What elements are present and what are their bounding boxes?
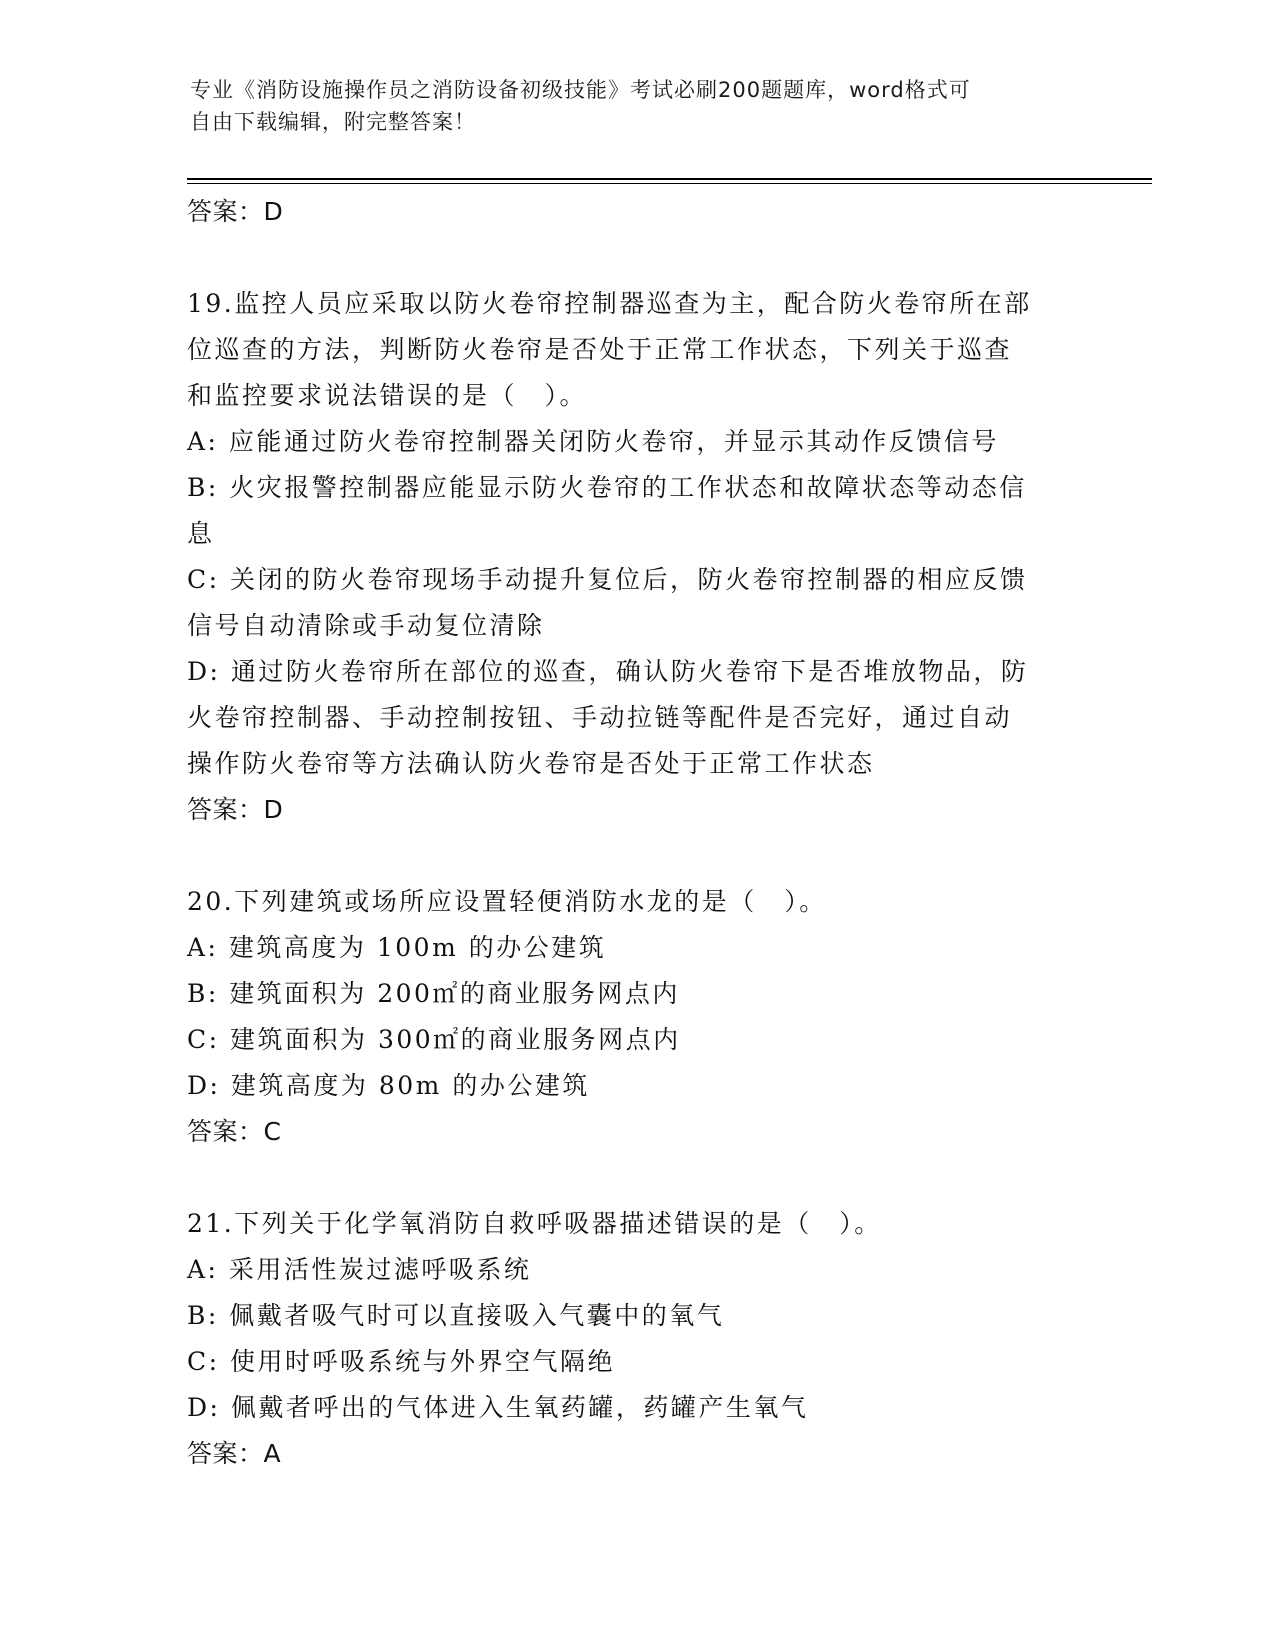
option-d: D: 通过防火卷帘所在部位的巡查，确认防火卷帘下是否堆放物品，防	[187, 657, 1029, 686]
option-d-continued: 火卷帘控制器、手动控制按钮、手动拉链等配件是否完好，通过自动	[187, 703, 1013, 732]
question-21	[187, 1201, 1087, 1477]
header-divider-thin	[187, 183, 1152, 184]
option-a: A: 建筑高度为 100m 的办公建筑	[187, 933, 607, 962]
answer-line: 答案：D	[187, 197, 284, 226]
answer-line: 答案：C	[187, 1117, 282, 1146]
option-a: A: 采用活性炭过滤呼吸系统	[187, 1255, 532, 1284]
question-text-line: 19.监控人员应采取以防火卷帘控制器巡查为主，配合防火卷帘所在部	[187, 289, 1032, 318]
option-b: B: 火灾报警控制器应能显示防火卷帘的工作状态和故障状态等动态信	[187, 473, 1027, 502]
question-text-line: 和监控要求说法错误的是（ ）。	[187, 381, 588, 410]
header-line-2: 自由下载编辑，附完整答案！	[190, 110, 476, 134]
option-c: C: 建筑面积为 300㎡的商业服务网点内	[187, 1025, 681, 1054]
option-b: B: 佩戴者吸气时可以直接吸入气囊中的氧气	[187, 1301, 725, 1330]
option-c-continued: 信号自动清除或手动复位清除	[187, 611, 545, 640]
page-header	[190, 74, 1090, 138]
option-d: D: 建筑高度为 80m 的办公建筑	[187, 1071, 590, 1100]
answer-line: 答案：A	[187, 1439, 282, 1468]
spacer	[187, 833, 1087, 879]
question-20	[187, 879, 1087, 1155]
option-c: C: 使用时呼吸系统与外界空气隔绝	[187, 1347, 615, 1376]
answer-line: 答案：D	[187, 795, 284, 824]
question-19	[187, 281, 1087, 833]
header-divider-thick	[187, 178, 1152, 180]
spacer	[187, 235, 1087, 281]
option-c: C: 关闭的防火卷帘现场手动提升复位后，防火卷帘控制器的相应反馈	[187, 565, 1028, 594]
spacer	[187, 1155, 1087, 1201]
option-b-continued: 息	[187, 519, 215, 548]
document-body	[187, 189, 1087, 1477]
option-b: B: 建筑面积为 200㎡的商业服务网点内	[187, 979, 680, 1008]
question-text-line: 21.下列关于化学氧消防自救呼吸器描述错误的是（ ）。	[187, 1209, 882, 1238]
option-d: D: 佩戴者呼出的气体进入生氧药罐，药罐产生氧气	[187, 1393, 809, 1422]
option-d-continued: 操作防火卷帘等方法确认防火卷帘是否处于正常工作状态	[187, 749, 875, 778]
question-text-line: 20.下列建筑或场所应设置轻便消防水龙的是（ ）。	[187, 887, 827, 916]
header-line-1: 专业《消防设施操作员之消防设备初级技能》考试必刷200题题库，word格式可	[190, 78, 971, 102]
option-a: A: 应能通过防火卷帘控制器关闭防火卷帘，并显示其动作反馈信号	[187, 427, 999, 456]
question-text-line: 位巡查的方法，判断防火卷帘是否处于正常工作状态，下列关于巡查	[187, 335, 1013, 364]
